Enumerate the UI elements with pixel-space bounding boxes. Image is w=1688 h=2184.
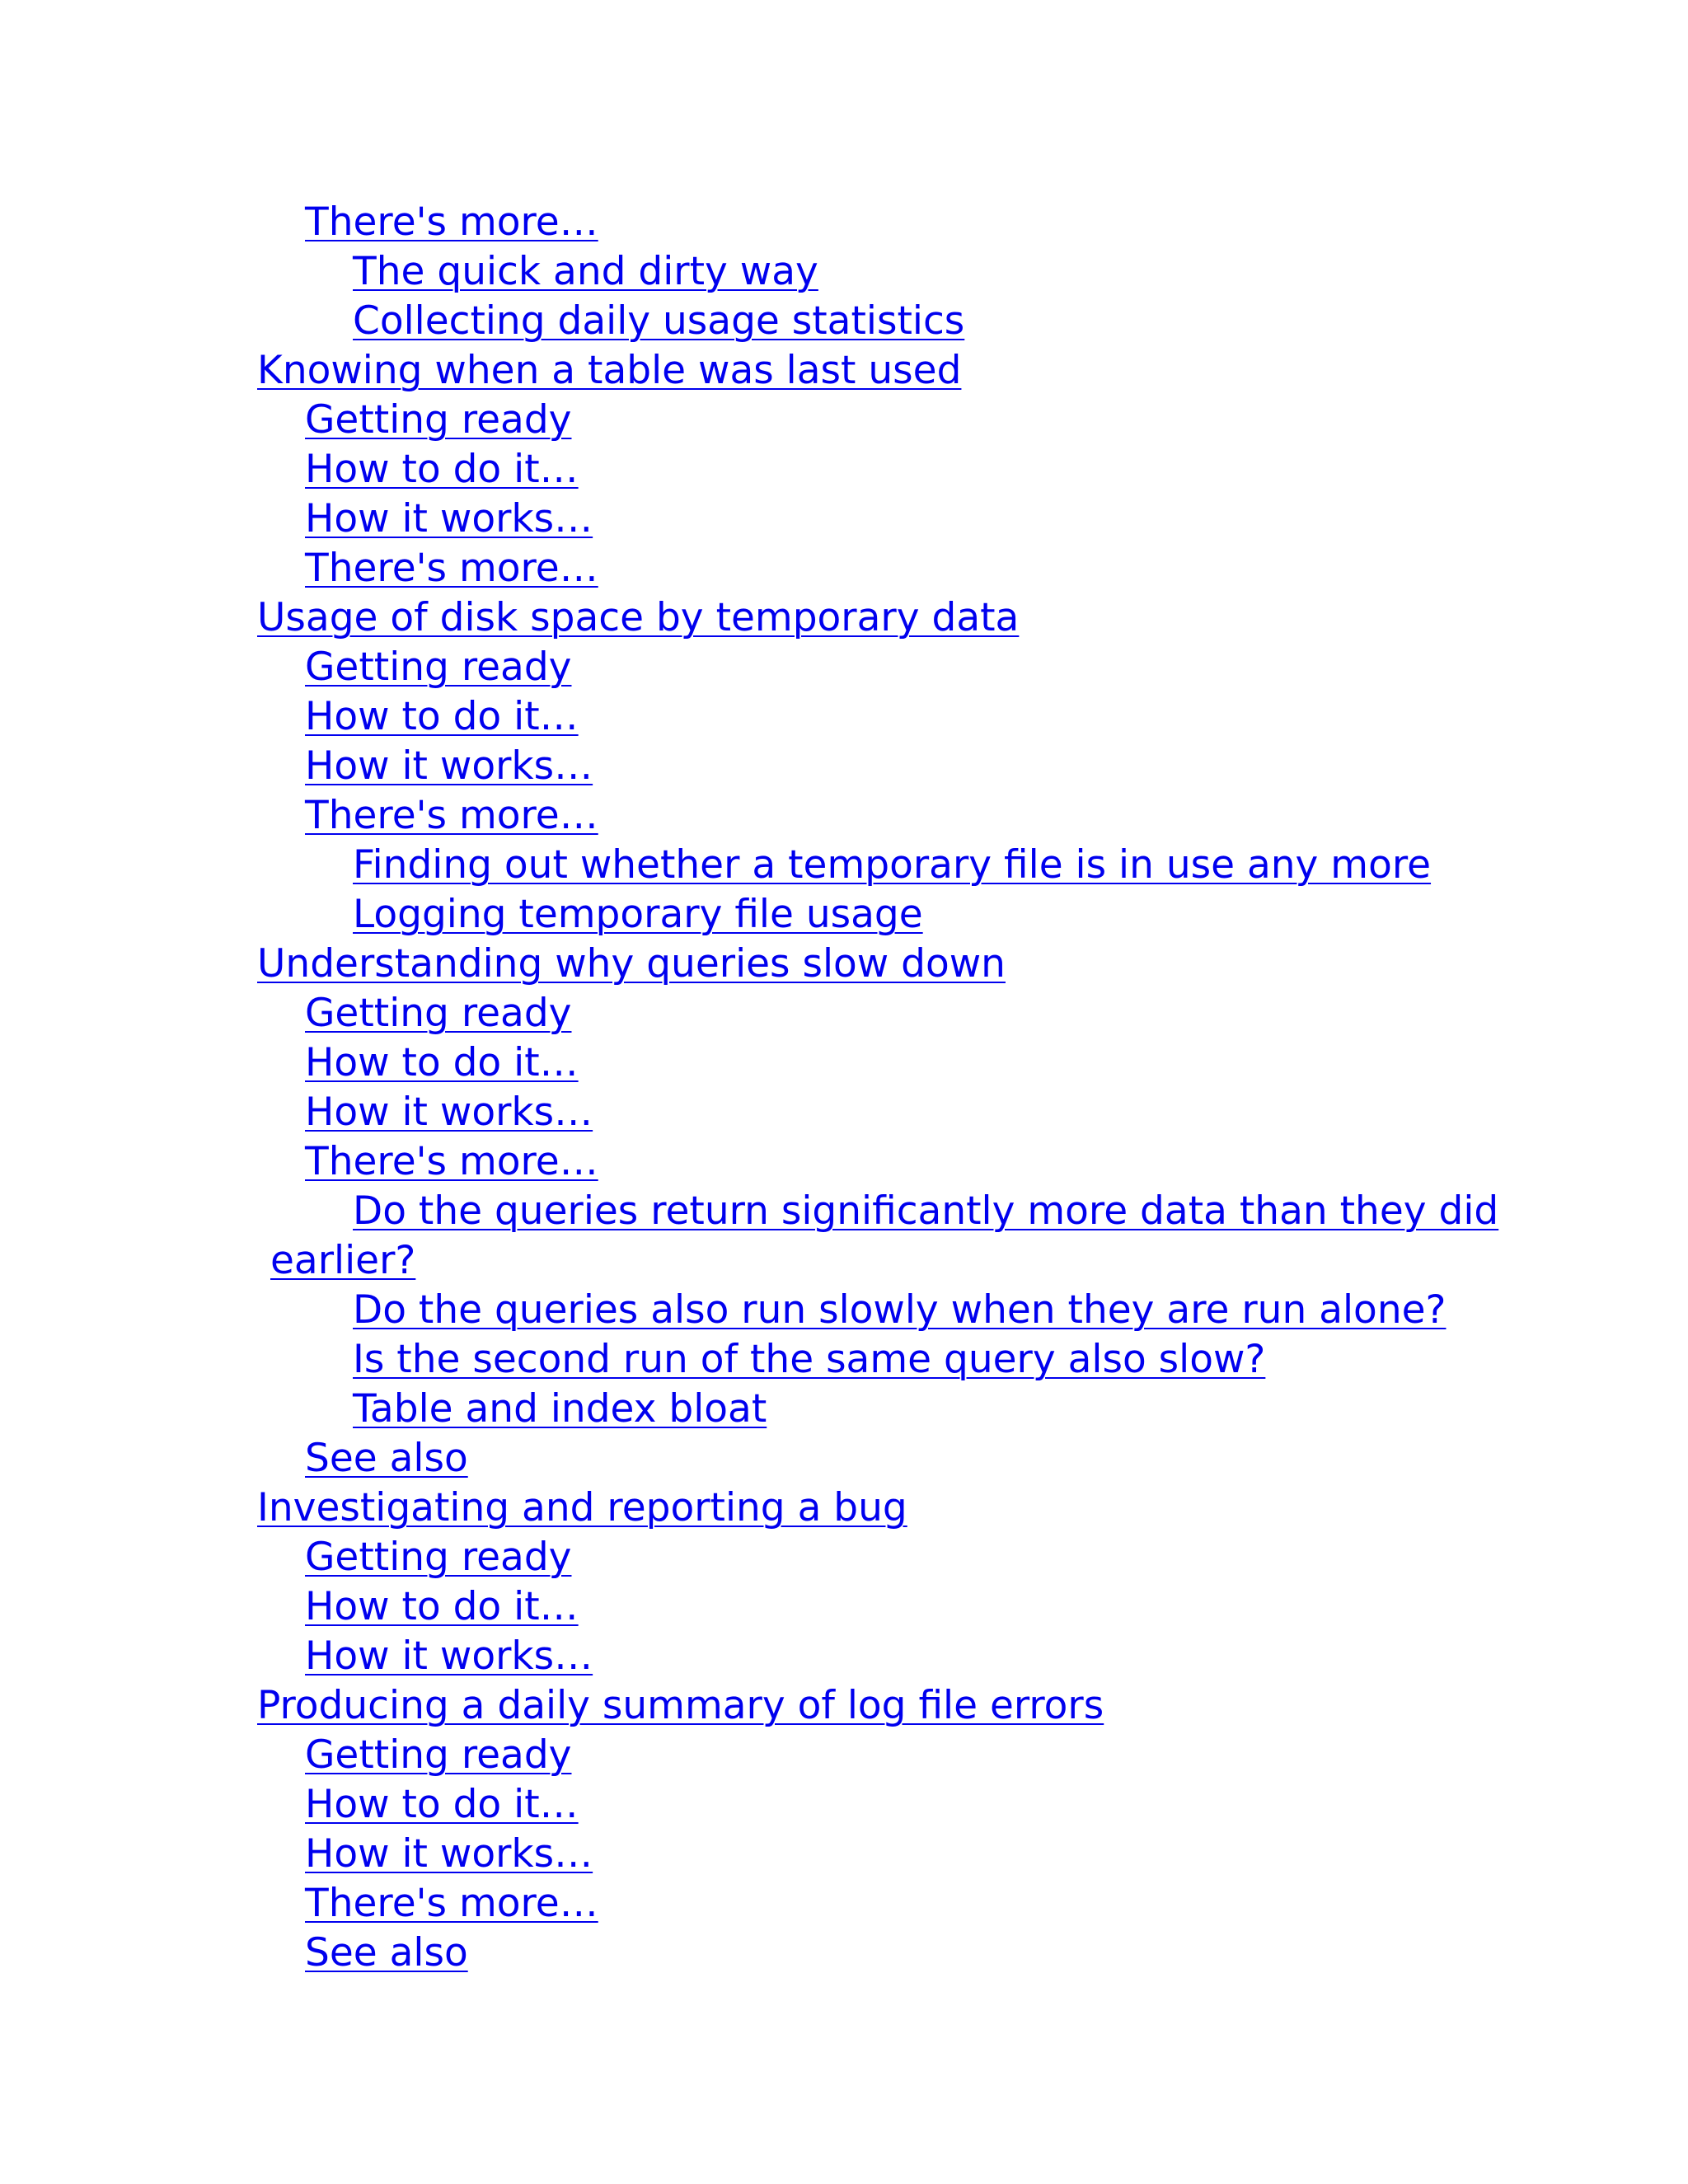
toc-link-text: Investigating and reporting a bug xyxy=(257,1485,907,1530)
toc-link-text: The quick and dirty way xyxy=(353,249,818,294)
toc-link-34[interactable] xyxy=(257,1929,1452,1978)
toc-link-19[interactable] xyxy=(257,1137,1452,1187)
toc-link-25[interactable] xyxy=(257,1483,1452,1533)
toc-link-text: How to do it… xyxy=(305,1584,579,1629)
toc-link-12[interactable] xyxy=(257,791,1452,841)
toc-link-text: There's more… xyxy=(305,1139,598,1184)
toc-link-text: Logging temporary file usage xyxy=(353,892,923,937)
toc-link-continuation: earlier? xyxy=(270,1238,416,1283)
toc-link-26[interactable] xyxy=(257,1533,1452,1582)
toc-link-1[interactable] xyxy=(257,247,1452,297)
toc-link-10[interactable] xyxy=(257,692,1452,742)
toc-link-11[interactable] xyxy=(257,742,1452,791)
toc-link-text: How it works… xyxy=(305,1831,593,1877)
toc-link-text: Is the second run of the same query also slow? xyxy=(353,1337,1266,1382)
toc-link-14[interactable] xyxy=(257,890,1452,940)
toc-link-23[interactable] xyxy=(257,1385,1452,1434)
toc-link-text: How to do it… xyxy=(305,447,579,492)
toc-link-text: See also xyxy=(305,1436,468,1481)
toc-link-text: Getting ready xyxy=(305,991,572,1036)
toc-link-13[interactable] xyxy=(257,841,1452,890)
toc-link-text: Getting ready xyxy=(305,1732,572,1778)
toc-link-text: Getting ready xyxy=(305,397,572,443)
toc-link-text: Collecting daily usage statistics xyxy=(353,298,965,344)
toc-link-28[interactable] xyxy=(257,1632,1452,1681)
toc-link-30[interactable] xyxy=(257,1731,1452,1780)
toc-link-15[interactable] xyxy=(257,940,1452,989)
toc-link-6[interactable] xyxy=(257,494,1452,544)
toc-link-31[interactable] xyxy=(257,1780,1452,1830)
toc-link-text: Do the queries return significantly more data than they did xyxy=(353,1188,1499,1234)
toc-link-21[interactable] xyxy=(257,1286,1452,1335)
toc-link-0[interactable] xyxy=(257,198,1452,247)
toc-link-text: Understanding why queries slow down xyxy=(257,941,1006,987)
toc-link-text: There's more… xyxy=(305,793,598,838)
toc-link-20[interactable] xyxy=(257,1187,1499,1286)
toc-link-3[interactable] xyxy=(257,346,1452,396)
toc-link-text: Finding out whether a temporary file is in use any more xyxy=(353,842,1432,888)
toc-link-text: Knowing when a table was last used xyxy=(257,348,962,393)
toc-link-text: How it works… xyxy=(305,743,593,789)
toc-link-4[interactable] xyxy=(257,396,1452,445)
toc-link-2[interactable] xyxy=(257,297,1452,346)
toc-link-24[interactable] xyxy=(257,1434,1452,1483)
toc-link-text: There's more… xyxy=(305,546,598,591)
toc-link-33[interactable] xyxy=(257,1879,1452,1929)
toc-link-16[interactable] xyxy=(257,989,1452,1038)
toc-link-text: There's more… xyxy=(305,199,598,245)
toc-link-text: How to do it… xyxy=(305,1040,579,1085)
toc-link-22[interactable] xyxy=(257,1335,1452,1385)
toc-link-text: Usage of disk space by temporary data xyxy=(257,595,1020,640)
toc-link-5[interactable] xyxy=(257,445,1452,494)
toc-link-7[interactable] xyxy=(257,544,1452,593)
toc-link-17[interactable] xyxy=(257,1038,1452,1088)
toc-link-text: Do the queries also run slowly when they are run alone? xyxy=(353,1287,1447,1333)
toc-link-text: See also xyxy=(305,1930,468,1975)
toc-link-18[interactable] xyxy=(257,1088,1452,1137)
toc-link-text: Producing a daily summary of log file errors xyxy=(257,1683,1104,1728)
toc-link-text: How it works… xyxy=(305,496,593,541)
toc-link-text: How it works… xyxy=(305,1090,593,1135)
toc-link-29[interactable] xyxy=(257,1681,1452,1731)
toc-link-32[interactable] xyxy=(257,1830,1452,1879)
toc-link-text: Getting ready xyxy=(305,1535,572,1580)
toc-link-8[interactable] xyxy=(257,593,1452,643)
toc-link-text: How to do it… xyxy=(305,1782,579,1827)
toc-link-27[interactable] xyxy=(257,1582,1452,1632)
toc-link-text: Table and index bloat xyxy=(353,1386,767,1432)
toc-link-text: How to do it… xyxy=(305,694,579,739)
toc-link-9[interactable] xyxy=(257,643,1452,692)
toc-link-text: How it works… xyxy=(305,1633,593,1679)
toc-link-text: Getting ready xyxy=(305,644,572,690)
table-of-contents xyxy=(257,198,1499,1978)
toc-link-text: There's more… xyxy=(305,1881,598,1926)
